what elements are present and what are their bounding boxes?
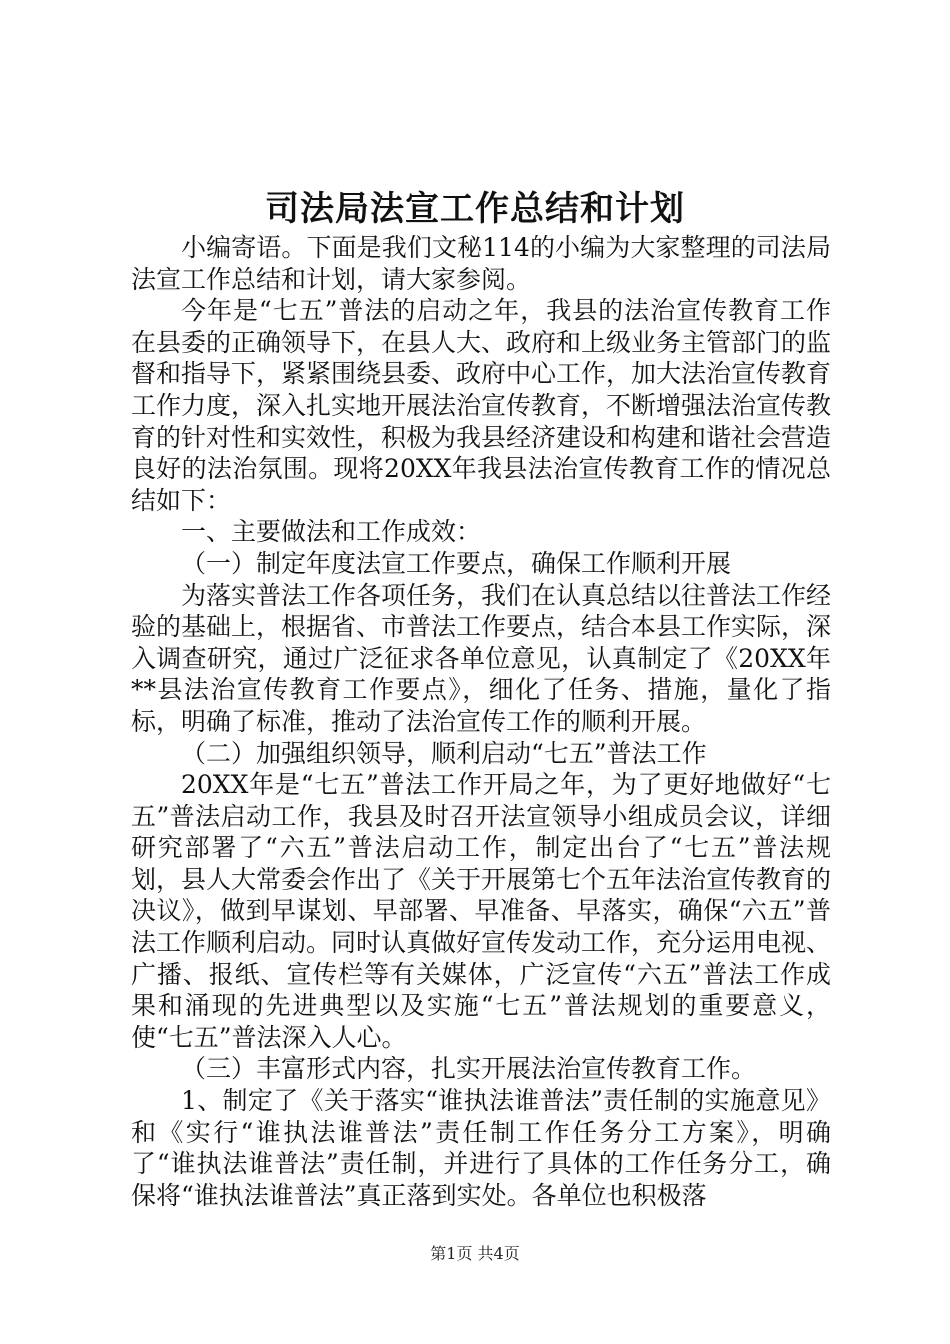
page-number: 第1页 共4页 — [430, 1244, 520, 1263]
paragraph-subsection-3-item-1: 1、制定了《关于落实“谁执法谁普法”责任制的实施意见》和《实行“谁执法谁普法”责任制工作任务分工方案》，明确了“谁执法谁普法”责任制，并进行了具体的工作任务分工，确保将“谁执法谁普法”真正落到实处。各单位也积极落 — [131, 1086, 831, 1210]
document-body — [131, 232, 831, 1211]
paragraph-subsection-1: 为落实普法工作各项任务，我们在认真总结以往普法工作经验的基础上，根据省、市普法工作要点，结合本县工作实际，深入调查研究，通过广泛征求各单位意见，认真制定了《20XX年**县法治宣传教育工作要点》，细化了任务、措施，量化了指标，明确了标准，推动了法治宣传工作的顺利开展。 — [131, 580, 832, 736]
subsection-heading-3: （三）丰富形式内容，扎实开展法治宣传教育工作。 — [181, 1054, 757, 1084]
subsection-heading-1: （一）制定年度法宣工作要点，确保工作顺利开展 — [181, 548, 732, 578]
subsection-heading-2: （二）加强组织领导，顺利启动“七五”普法工作 — [181, 738, 707, 768]
paragraph-subsection-2: 20XX年是“七五”普法工作开局之年，为了更好地做好“七五”普法启动工作，我县及时召开法宣领导小组成员会议，详细研究部署了“六五”普法启动工作，制定出台了“七五”普法规划，县人大常委会作出了《关于开展第七个五年法治宣传教育的决议》，做到早谋划、早部署、早准备、早落实，确保“六五”普法工作顺利启动。同时认真做好宣传发动工作，充分运用电视、广播、报纸、宣传栏等有关媒体，广泛宣传“六五”普法工作成果和涌现的先进典型以及实施“七五”普法规划的重要意义，使“七五”普法深入人心。 — [131, 770, 832, 1052]
paragraph-overview: 今年是“七五”普法的启动之年，我县的法治宣传教育工作在县委的正确领导下，在县人大、政府和上级业务主管部门的监督和指导下，紧紧围绕县委、政府中心工作，加大法治宣传教育工作力度，深入扎实地开展法治宣传教育，不断增强法治宣传教育的针对性和实效性，积极为我县经济建设和构建和谐社会营造良好的法治氛围。现将20XX年我县法治宣传教育工作的情况总结如下： — [131, 296, 832, 515]
paragraph-intro: 小编寄语。下面是我们文秘114的小编为大家整理的司法局法宣工作总结和计划，请大家参阅。 — [131, 233, 831, 294]
document-title: 司法局法宣工作总结和计划 — [265, 189, 685, 229]
section-heading-1: 一、主要做法和工作成效： — [181, 517, 482, 547]
